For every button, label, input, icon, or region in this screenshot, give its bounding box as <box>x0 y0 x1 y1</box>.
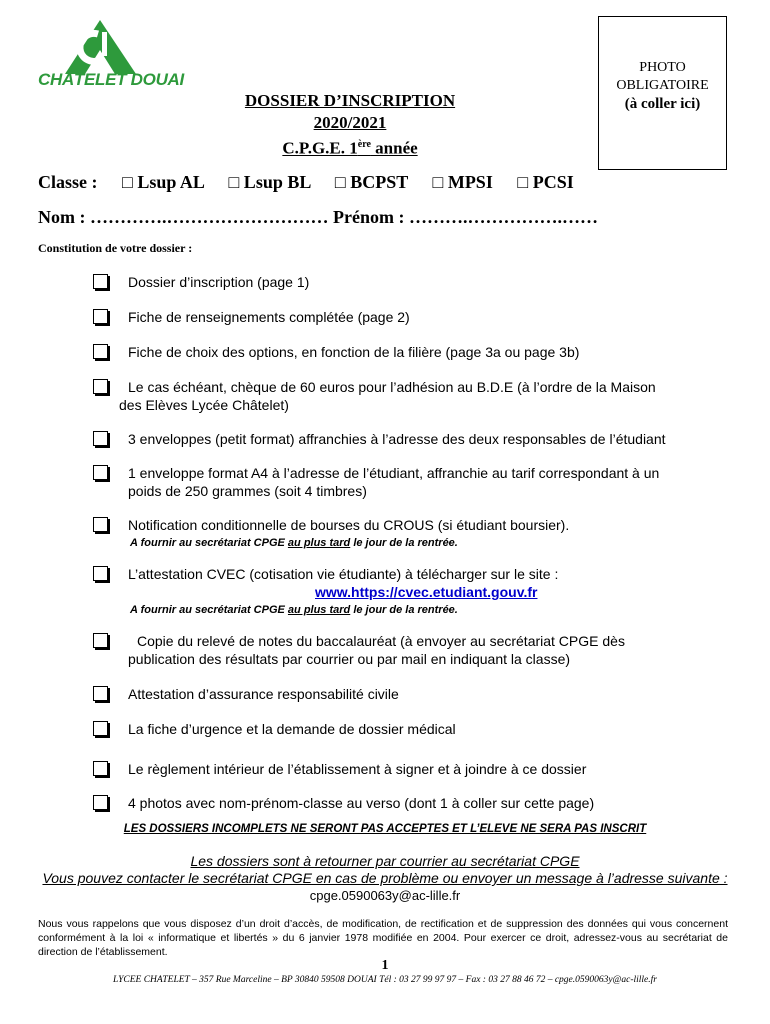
title-line-3: C.P.G.E. 1ère année <box>282 138 418 158</box>
deadline-note: A fournir au secrétariat CPGE au plus tard le jour de la rentrée. <box>130 537 458 549</box>
deadline-note: A fournir au secrétariat CPGE au plus tard le jour de la rentrée. <box>130 604 458 616</box>
page-number: 1 <box>381 958 389 973</box>
return-instructions: Les dossiers sont à retourner par courrier au secrétariat CPGE Vous pouvez contacter le secrétariat CPGE en cas de problème ou envoyer un message à l’adresse suivante : cpge.0590063y@ac-lille.fr <box>0 853 770 904</box>
checklist-item: 4 photos avec nom-prénom-classe au verso (dont 1 à coller sur cette page) <box>93 794 594 812</box>
photo-label: PHOTO <box>639 60 686 75</box>
privacy-notice: Nous vous rappelons que vous disposez d’un droit d’accès, de modification, de rectification et de suppression des données qui vous concernent conformément à la loi « informatique et libertés » du 6 janvier 1978 modifiée en 2004. Pour exercer ce droit, adressez-vous au secrétariat de direction de l’établissement. <box>38 918 728 958</box>
classe-label: Classe : <box>38 172 98 192</box>
checklist-item: Fiche de renseignements complétée (page 2) <box>93 308 410 326</box>
contact-email[interactable]: cpge.0590063y@ac-lille.fr <box>309 888 461 903</box>
photo-box <box>598 16 727 170</box>
classe-option-lsup-bl[interactable]: □ Lsup BL <box>228 172 311 192</box>
checkbox-icon[interactable] <box>93 431 108 446</box>
checkbox-icon[interactable] <box>93 633 108 648</box>
logo-text: CHÂTELET DOUAI <box>38 70 184 89</box>
checkbox-icon[interactable] <box>93 566 108 581</box>
checklist-item: Le règlement intérieur de l’établissement à signer et à joindre à ce dossier <box>93 760 586 778</box>
title-line-1: DOSSIER D’INSCRIPTION <box>244 91 456 110</box>
checkbox-icon[interactable] <box>93 721 108 736</box>
cvec-link[interactable]: www.https://cvec.etudiant.gouv.fr <box>315 584 538 600</box>
checkbox-icon[interactable] <box>93 517 108 532</box>
checklist-item: Copie du relevé de notes du baccalauréat (à envoyer au secrétariat CPGE dès publication des résultats par courrier ou par mail en indiquant la classe) <box>93 632 625 668</box>
checklist-item: Attestation d’assurance responsabilité civile <box>93 685 399 703</box>
footer-address: LYCEE CHATELET – 357 Rue Marceline – BP 30840 59508 DOUAI Tél : 03 27 99 97 97 – Fax : 03 27 88 46 72 – cpge.0590063y@ac-lille.fr <box>113 975 657 985</box>
classe-row <box>38 172 574 193</box>
constitution-label: Constitution de votre dossier : <box>38 241 193 255</box>
checklist-item: 3 enveloppes (petit format) affranchies à l’adresse des deux responsables de l’étudiant <box>93 430 666 448</box>
classe-option-bcpst[interactable]: □ BCPST <box>334 172 408 192</box>
checkbox-icon[interactable] <box>93 274 108 289</box>
checkbox-icon[interactable] <box>93 761 108 776</box>
photo-paste-label: (à coller ici) <box>624 96 701 112</box>
checkbox-icon[interactable] <box>93 309 108 324</box>
classe-option-mpsi[interactable]: □ MPSI <box>432 172 493 192</box>
incomplete-warning: LES DOSSIERS INCOMPLETS NE SERONT PAS ACCEPTES ET L’ELEVE NE SERA PAS INSCRIT <box>123 823 647 835</box>
checklist-item: L’attestation CVEC (cotisation vie étudiante) à télécharger sur le site : www.https://cvec.etudiant.gouv.fr A fournir au secrétariat CPGE au plus tard le jour de la rentrée. <box>93 565 558 619</box>
checkbox-icon[interactable] <box>93 344 108 359</box>
name-line[interactable]: Nom : ………….……………………… Prénom : ……….…………….…… <box>38 207 598 227</box>
checkbox-icon[interactable] <box>93 379 108 394</box>
checklist-item: La fiche d’urgence et la demande de dossier médical <box>93 720 456 738</box>
checkbox-icon[interactable] <box>93 795 108 810</box>
classe-option-lsup-al[interactable]: □ Lsup AL <box>122 172 204 192</box>
checkbox-icon[interactable] <box>93 686 108 701</box>
checklist-item: Le cas échéant, chèque de 60 euros pour l’adhésion au B.D.E (à l’ordre de la Maison des Elèves Lycée Châtelet) <box>93 378 656 414</box>
checklist-item: Notification conditionnelle de bourses du CROUS (si étudiant boursier). A fournir au secrétariat CPGE au plus tard le jour de la rentrée. <box>93 516 569 552</box>
checkbox-icon[interactable] <box>93 465 108 480</box>
checklist-item: Fiche de choix des options, en fonction de la filière (page 3a ou page 3b) <box>93 343 579 361</box>
photo-mandatory-label: OBLIGATOIRE <box>616 78 709 93</box>
classe-option-pcsi[interactable]: □ PCSI <box>517 172 574 192</box>
title-line-2: 2020/2021 <box>313 113 387 132</box>
page-title <box>190 90 510 160</box>
checklist-item: 1 enveloppe format A4 à l’adresse de l’étudiant, affranchie au tarif correspondant à un poids de 250 grammes (soit 4 timbres) <box>93 464 659 500</box>
checklist-item: Dossier d’inscription (page 1) <box>93 273 309 291</box>
